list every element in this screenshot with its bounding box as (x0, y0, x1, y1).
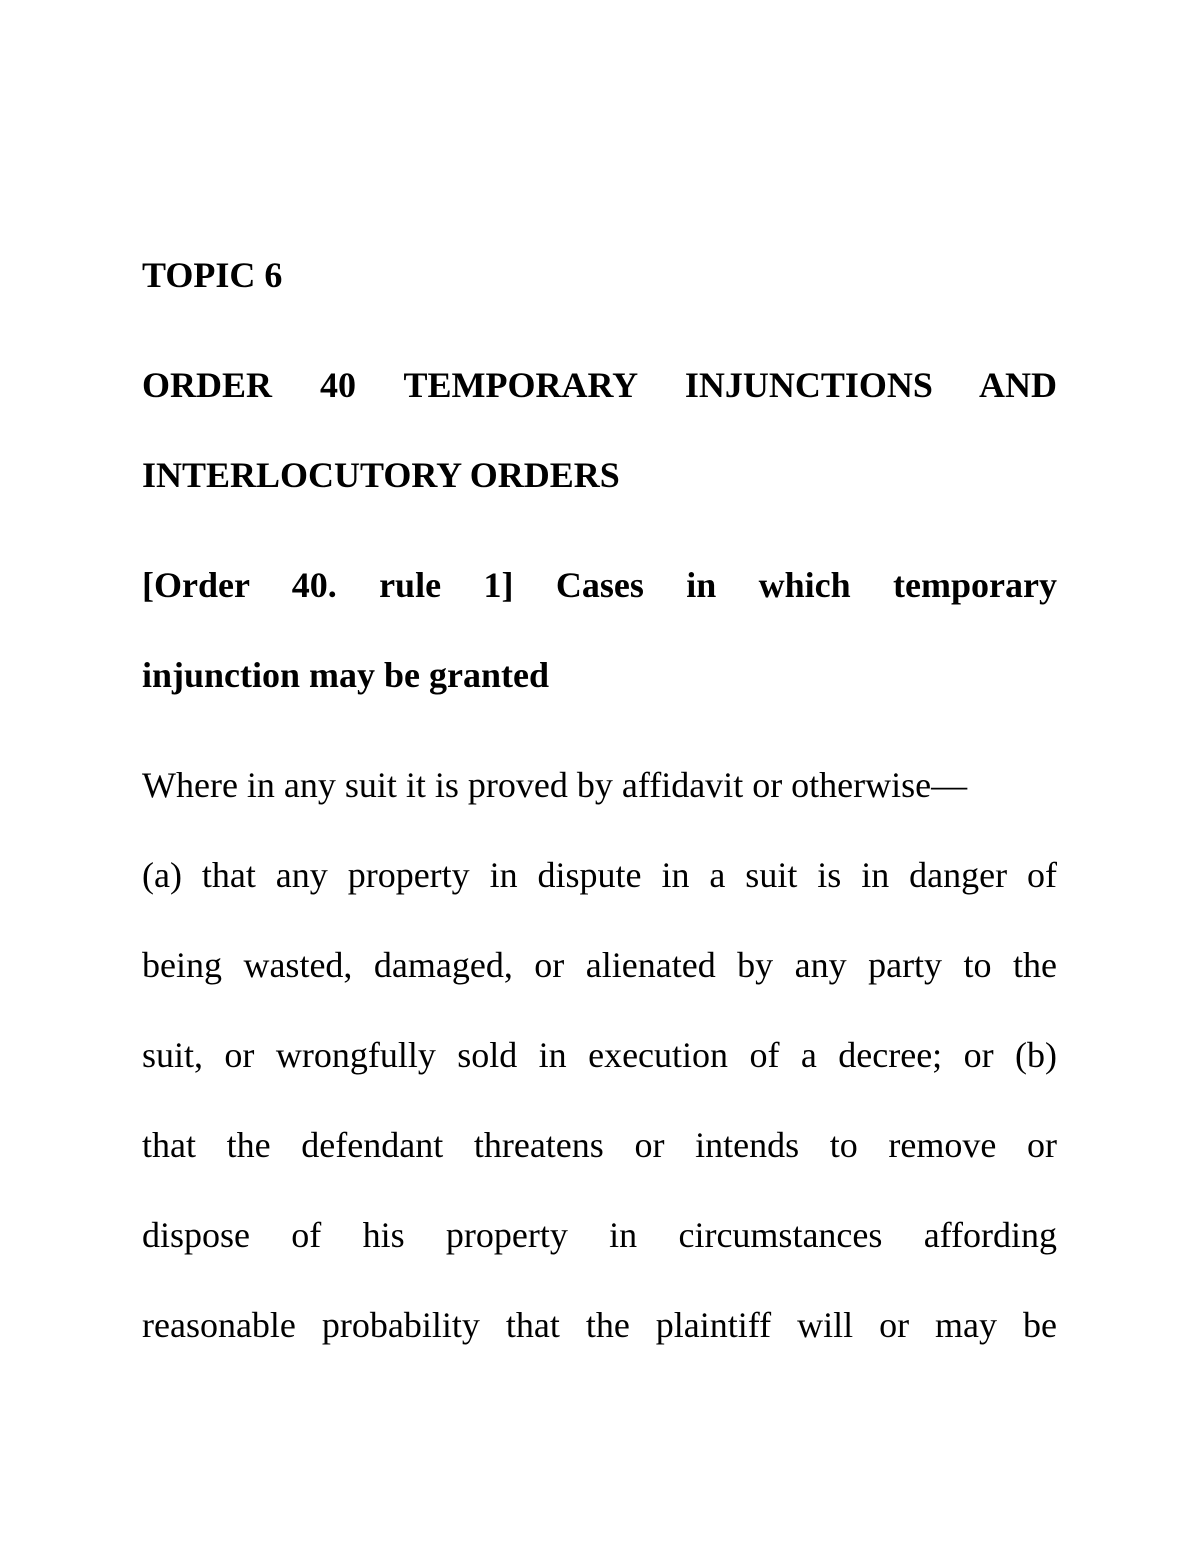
body-line-6: dispose of his property in circumstances affording (142, 1215, 1057, 1255)
body-line-2: (a) that any property in dispute in a suit is in danger of (142, 855, 1057, 895)
topic-label: TOPIC 6 (142, 255, 283, 295)
rule-heading-line-1: [Order 40. rule 1] Cases in which temporary (142, 565, 1057, 605)
body-line-7: reasonable probability that the plaintiff will or may be (142, 1305, 1057, 1345)
rule-heading-line-2: injunction may be granted (142, 655, 550, 695)
order-heading-line-1: ORDER 40 TEMPORARY INJUNCTIONS AND (142, 365, 1057, 405)
body-line-1: Where in any suit it is proved by affidavit or otherwise— (142, 765, 968, 805)
body-line-4: suit, or wrongfully sold in execution of a decree; or (b) (142, 1035, 1057, 1075)
order-heading-line-2: INTERLOCUTORY ORDERS (142, 455, 620, 495)
body-line-3: being wasted, damaged, or alienated by any party to the (142, 945, 1057, 985)
body-line-5: that the defendant threatens or intends to remove or (142, 1125, 1057, 1165)
